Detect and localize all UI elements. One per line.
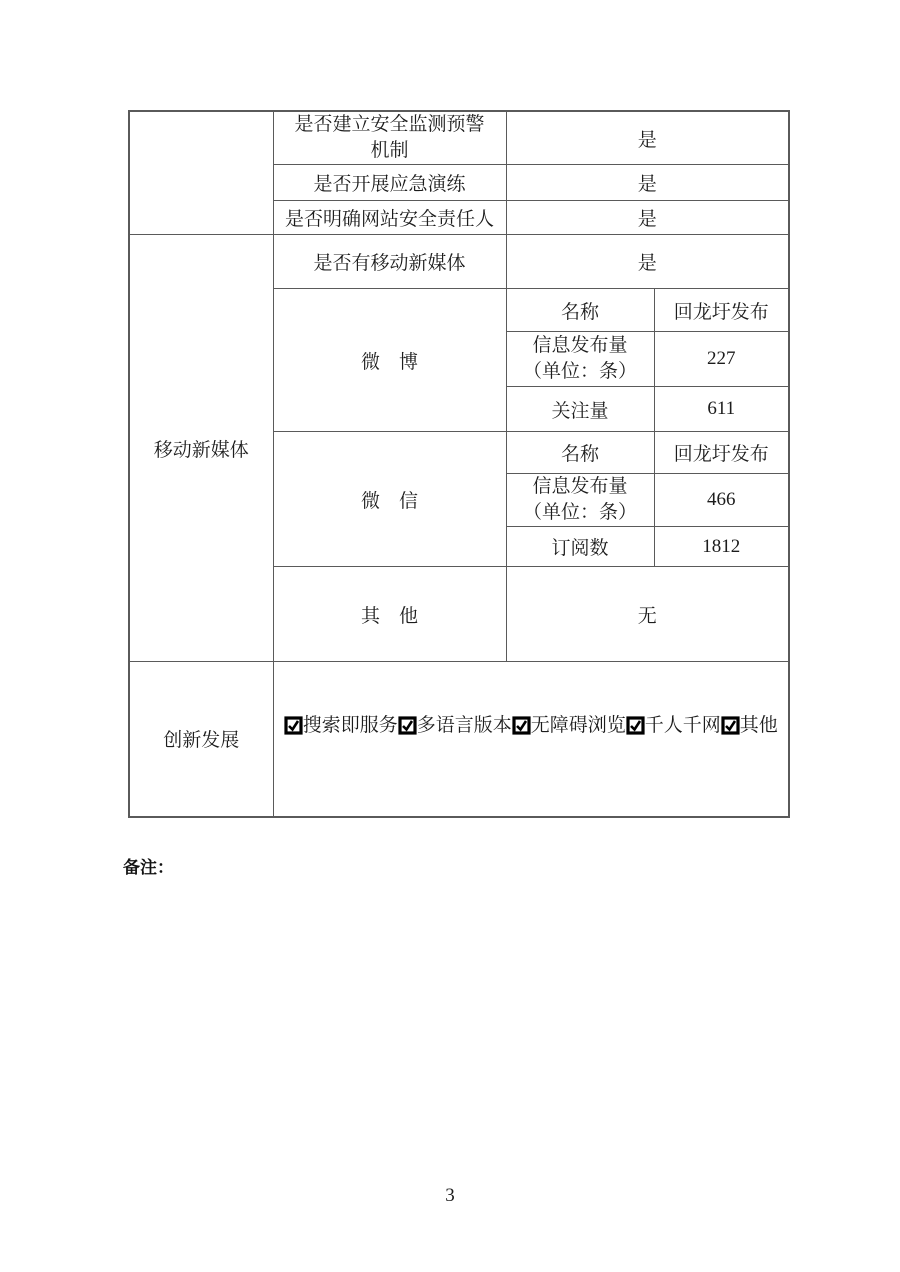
checkbox-item <box>721 715 778 736</box>
innovation-checkboxes-cell <box>273 662 789 817</box>
question-label: 是否建立安全监测预警 <box>294 114 485 135</box>
platform-label-other: 其 他 <box>273 567 506 662</box>
metric-label: 信息发布量 <box>532 335 628 356</box>
notes-label: 备注： <box>123 858 174 877</box>
metric-label: 信息发布量 <box>532 476 628 497</box>
table-row <box>129 235 789 289</box>
section-label-innovation: 创新发展 <box>129 662 273 817</box>
checkbox-item <box>626 715 721 736</box>
metric-label-cell <box>506 474 654 527</box>
answer-cell: 是 <box>506 111 789 165</box>
metric-label-cell: 名称 <box>506 289 654 332</box>
table-row <box>129 662 789 817</box>
metric-label-cell <box>506 332 654 387</box>
checkbox-item <box>512 715 626 736</box>
metric-value-cell: 466 <box>654 474 789 527</box>
checkbox-label: 千人千网 <box>644 715 721 737</box>
section-empty-cell <box>129 111 273 235</box>
answer-cell: 是 <box>506 201 789 235</box>
metric-value-cell: 回龙圩发布 <box>654 289 789 332</box>
page-number: 3 <box>445 1185 455 1206</box>
checkbox-label: 搜索即服务 <box>302 715 398 737</box>
checkbox-checked-icon <box>512 716 531 741</box>
answer-cell: 是 <box>506 165 789 201</box>
metric-value-cell: 回龙圩发布 <box>654 432 789 474</box>
metric-value-cell: 611 <box>654 387 789 432</box>
annual-report-table <box>128 110 790 818</box>
question-cell: 是否明确网站安全责任人 <box>273 201 506 235</box>
section-label-mobile-media: 移动新媒体 <box>129 235 273 662</box>
metric-label-line2: （单位：条） <box>522 502 637 523</box>
checkbox-item <box>284 715 398 736</box>
checkbox-checked-icon <box>721 716 740 741</box>
metric-label-line2: （单位：条） <box>522 361 637 382</box>
checkbox-checked-icon <box>626 716 645 741</box>
table-row <box>129 111 789 165</box>
platform-label-weibo: 微 博 <box>273 289 506 432</box>
metric-value-cell: 227 <box>654 332 789 387</box>
checkbox-item <box>398 715 512 736</box>
checkbox-label: 无障碍浏览 <box>530 715 626 737</box>
answer-cell: 无 <box>506 567 789 662</box>
question-cell: 是否有移动新媒体 <box>273 235 506 289</box>
metric-label-cell: 名称 <box>506 432 654 474</box>
metric-value-cell: 1812 <box>654 527 789 567</box>
checkbox-label: 其他 <box>739 715 778 737</box>
question-label-line2: 机制 <box>370 140 409 161</box>
platform-label-wechat: 微 信 <box>273 432 506 567</box>
question-cell <box>273 111 506 165</box>
question-cell: 是否开展应急演练 <box>273 165 506 201</box>
answer-cell: 是 <box>506 235 789 289</box>
checkbox-checked-icon <box>284 716 303 741</box>
checkbox-checked-icon <box>398 716 417 741</box>
checkbox-label: 多语言版本 <box>416 715 512 737</box>
metric-label-cell: 订阅数 <box>506 527 654 567</box>
metric-label-cell: 关注量 <box>506 387 654 432</box>
